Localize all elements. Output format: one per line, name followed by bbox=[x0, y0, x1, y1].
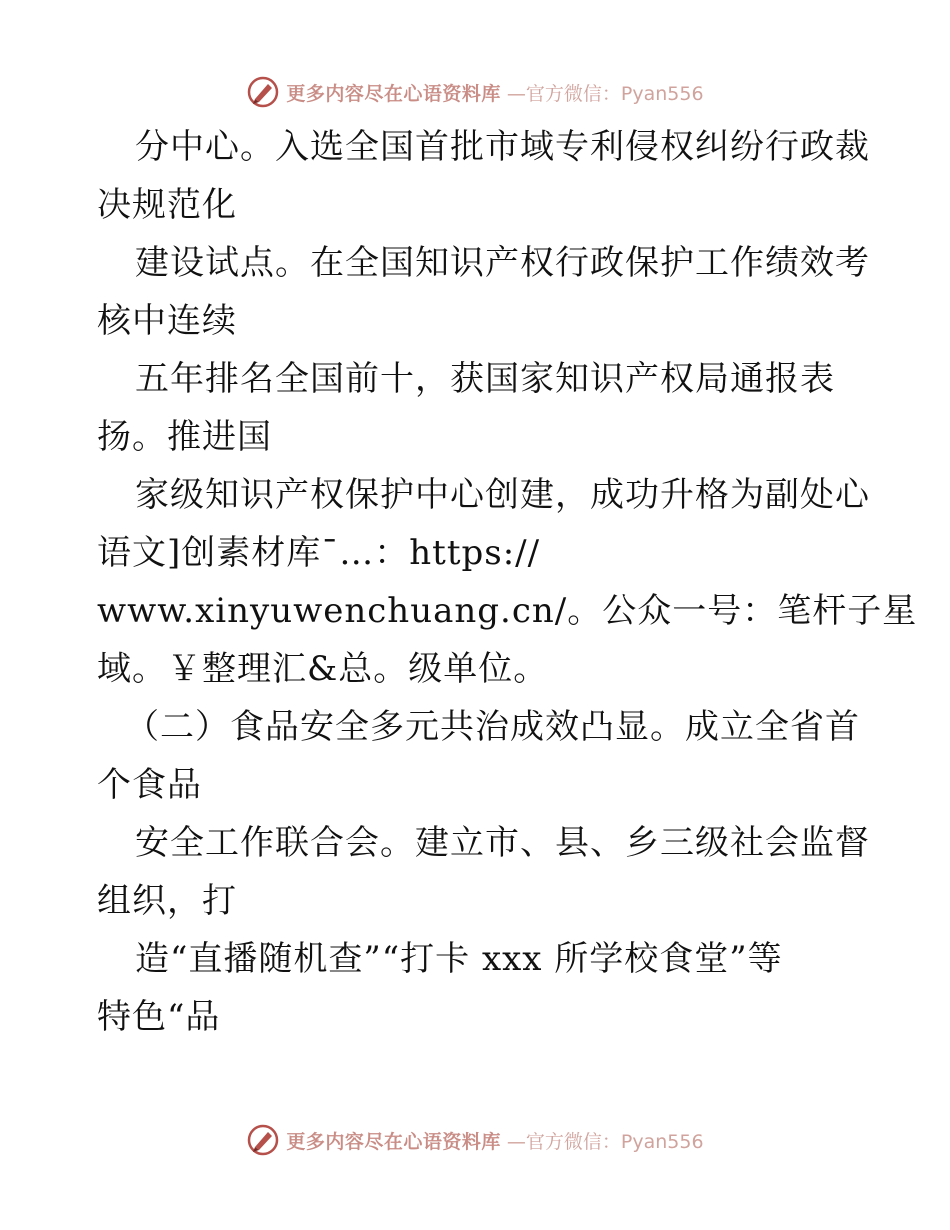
pen-logo-icon bbox=[246, 75, 280, 109]
body-line: 语文]创素材库¯…：https:// bbox=[97, 533, 541, 573]
watermark-contact-text: —官方微信：Pyan556 bbox=[506, 82, 704, 105]
body-line: 五年排名全国前十，获国家知识产权局通报表 bbox=[135, 359, 835, 399]
body-line: 决规范化 bbox=[97, 185, 237, 225]
header-watermark bbox=[0, 72, 950, 112]
body-line: 核中连续 bbox=[97, 301, 237, 341]
body-line: 安全工作联合会。建立市、县、乡三级社会监督 bbox=[135, 823, 870, 863]
body-line: 个食品 bbox=[97, 765, 202, 805]
body-line: 家级知识产权保护中心创建，成功升格为副处心 bbox=[135, 475, 870, 515]
body-line: 扬。推进国 bbox=[97, 417, 272, 457]
body-line: 特色“品 bbox=[97, 997, 221, 1037]
document-body bbox=[97, 118, 918, 1046]
body-line: 分中心。入选全国首批市域专利侵权纠纷行政裁 bbox=[135, 127, 870, 167]
watermark-brand-text: 更多内容尽在心语资料库 bbox=[286, 1130, 501, 1153]
body-line: www.xinyuwenchuang.cn/。公众一号：笔杆子星 bbox=[97, 591, 918, 631]
watermark-brand-text: 更多内容尽在心语资料库 bbox=[286, 82, 501, 105]
footer-watermark bbox=[0, 1120, 950, 1160]
pen-logo-icon bbox=[246, 1123, 280, 1157]
body-line: 造“直播随机查”“打卡 xxx 所学校食堂”等 bbox=[135, 939, 783, 979]
watermark-contact-text: —官方微信：Pyan556 bbox=[506, 1130, 704, 1153]
body-line: 域。￥整理汇&总。级单位。 bbox=[97, 649, 549, 689]
body-line: 建设试点。在全国知识产权行政保护工作绩效考 bbox=[135, 243, 870, 283]
body-line: （二）食品安全多元共治成效凸显。成立全省首 bbox=[125, 707, 860, 747]
body-line: 组织，打 bbox=[97, 881, 237, 921]
